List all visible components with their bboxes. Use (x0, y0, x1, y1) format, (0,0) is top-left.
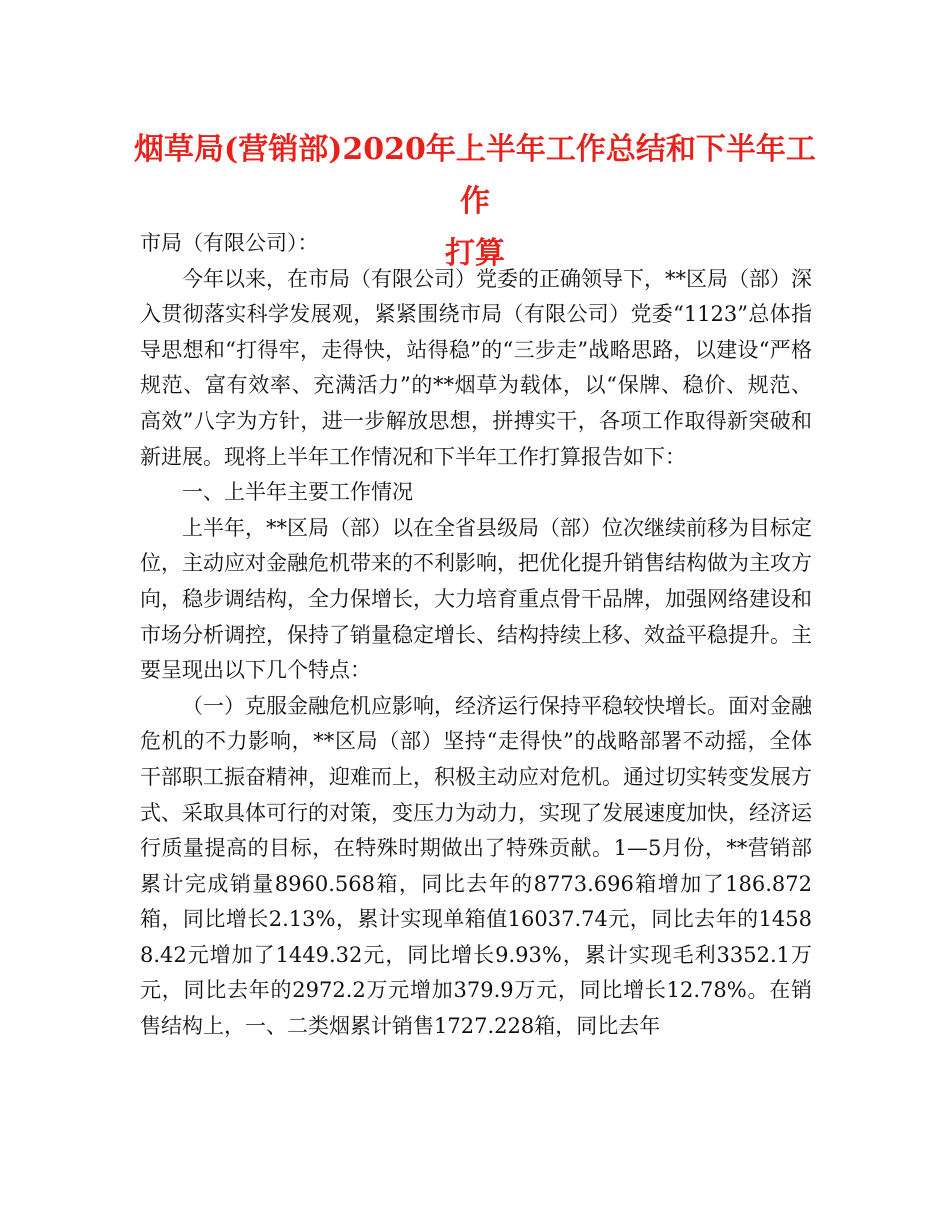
section-paragraph: 上半年，**区局（部）以在全省县级局（部）位次继续前移为目标定位，主动应对金融危机带来的不利影响，把优化提升销售结构做为主攻方向，稳步调结构，全力保增长，大力培育重点骨干品牌，加强网络建设和市场分析调控，保持了销量稳定增长、结构持续上移、效益平稳提升。主要呈现出以下几个特点： (140, 515, 812, 683)
document-body (140, 226, 812, 1045)
section-heading: 一、上半年主要工作情况 (182, 480, 413, 505)
intro-paragraph: 今年以来，在市局（有限公司）党委的正确领导下，**区局（部）深入贯彻落实科学发展观，紧紧围绕市局（有限公司）党委“1123”总体指导思想和“打得牢，走得快，站得稳”的“三步走”战略思路，以建设“严格规范、富有效率、充满活力”的**烟草为载体，以“保牌、稳价、规范、高效”八字为方针，进一步解放思想，拼搏实干，各项工作取得新突破和新进展。现将上半年工作情况和下半年工作打算报告如下： (140, 266, 812, 469)
salutation: 市局（有限公司）： (140, 231, 319, 255)
title-line-1: 烟草局(营销部)2020年上半年工作总结和下半年工作 (134, 132, 816, 219)
title-line-2: 打算 (445, 236, 505, 271)
subsection-paragraph: （一）克服金融危机应影响，经济运行保持平稳较快增长。面对金融危机的不力影响，**区局（部）坚持“走得快”的战略部署不动摇，全体干部职工振奋精神，迎难而上，积极主动应对危机。通过切实转变发展方式、采取具体可行的对策，变压力为动力，实现了发展速度加快，经济运行质量提高的目标，在特殊时期做出了特殊贡献。1—5月份，**营销部累计完成销量8960.568箱，同比去年的8773.696箱增加了186.872箱，同比增长2.13%，累计实现单箱值16037.74元，同比去年的14588.42元增加了1449.32元，同比增长9.93%，累计实现毛利3352.1万元，同比去年的2972.2万元增加379.9万元，同比增长12.78%。在销售结构上，一、二类烟累计销售1727.228箱，同比去年 (140, 693, 812, 1039)
